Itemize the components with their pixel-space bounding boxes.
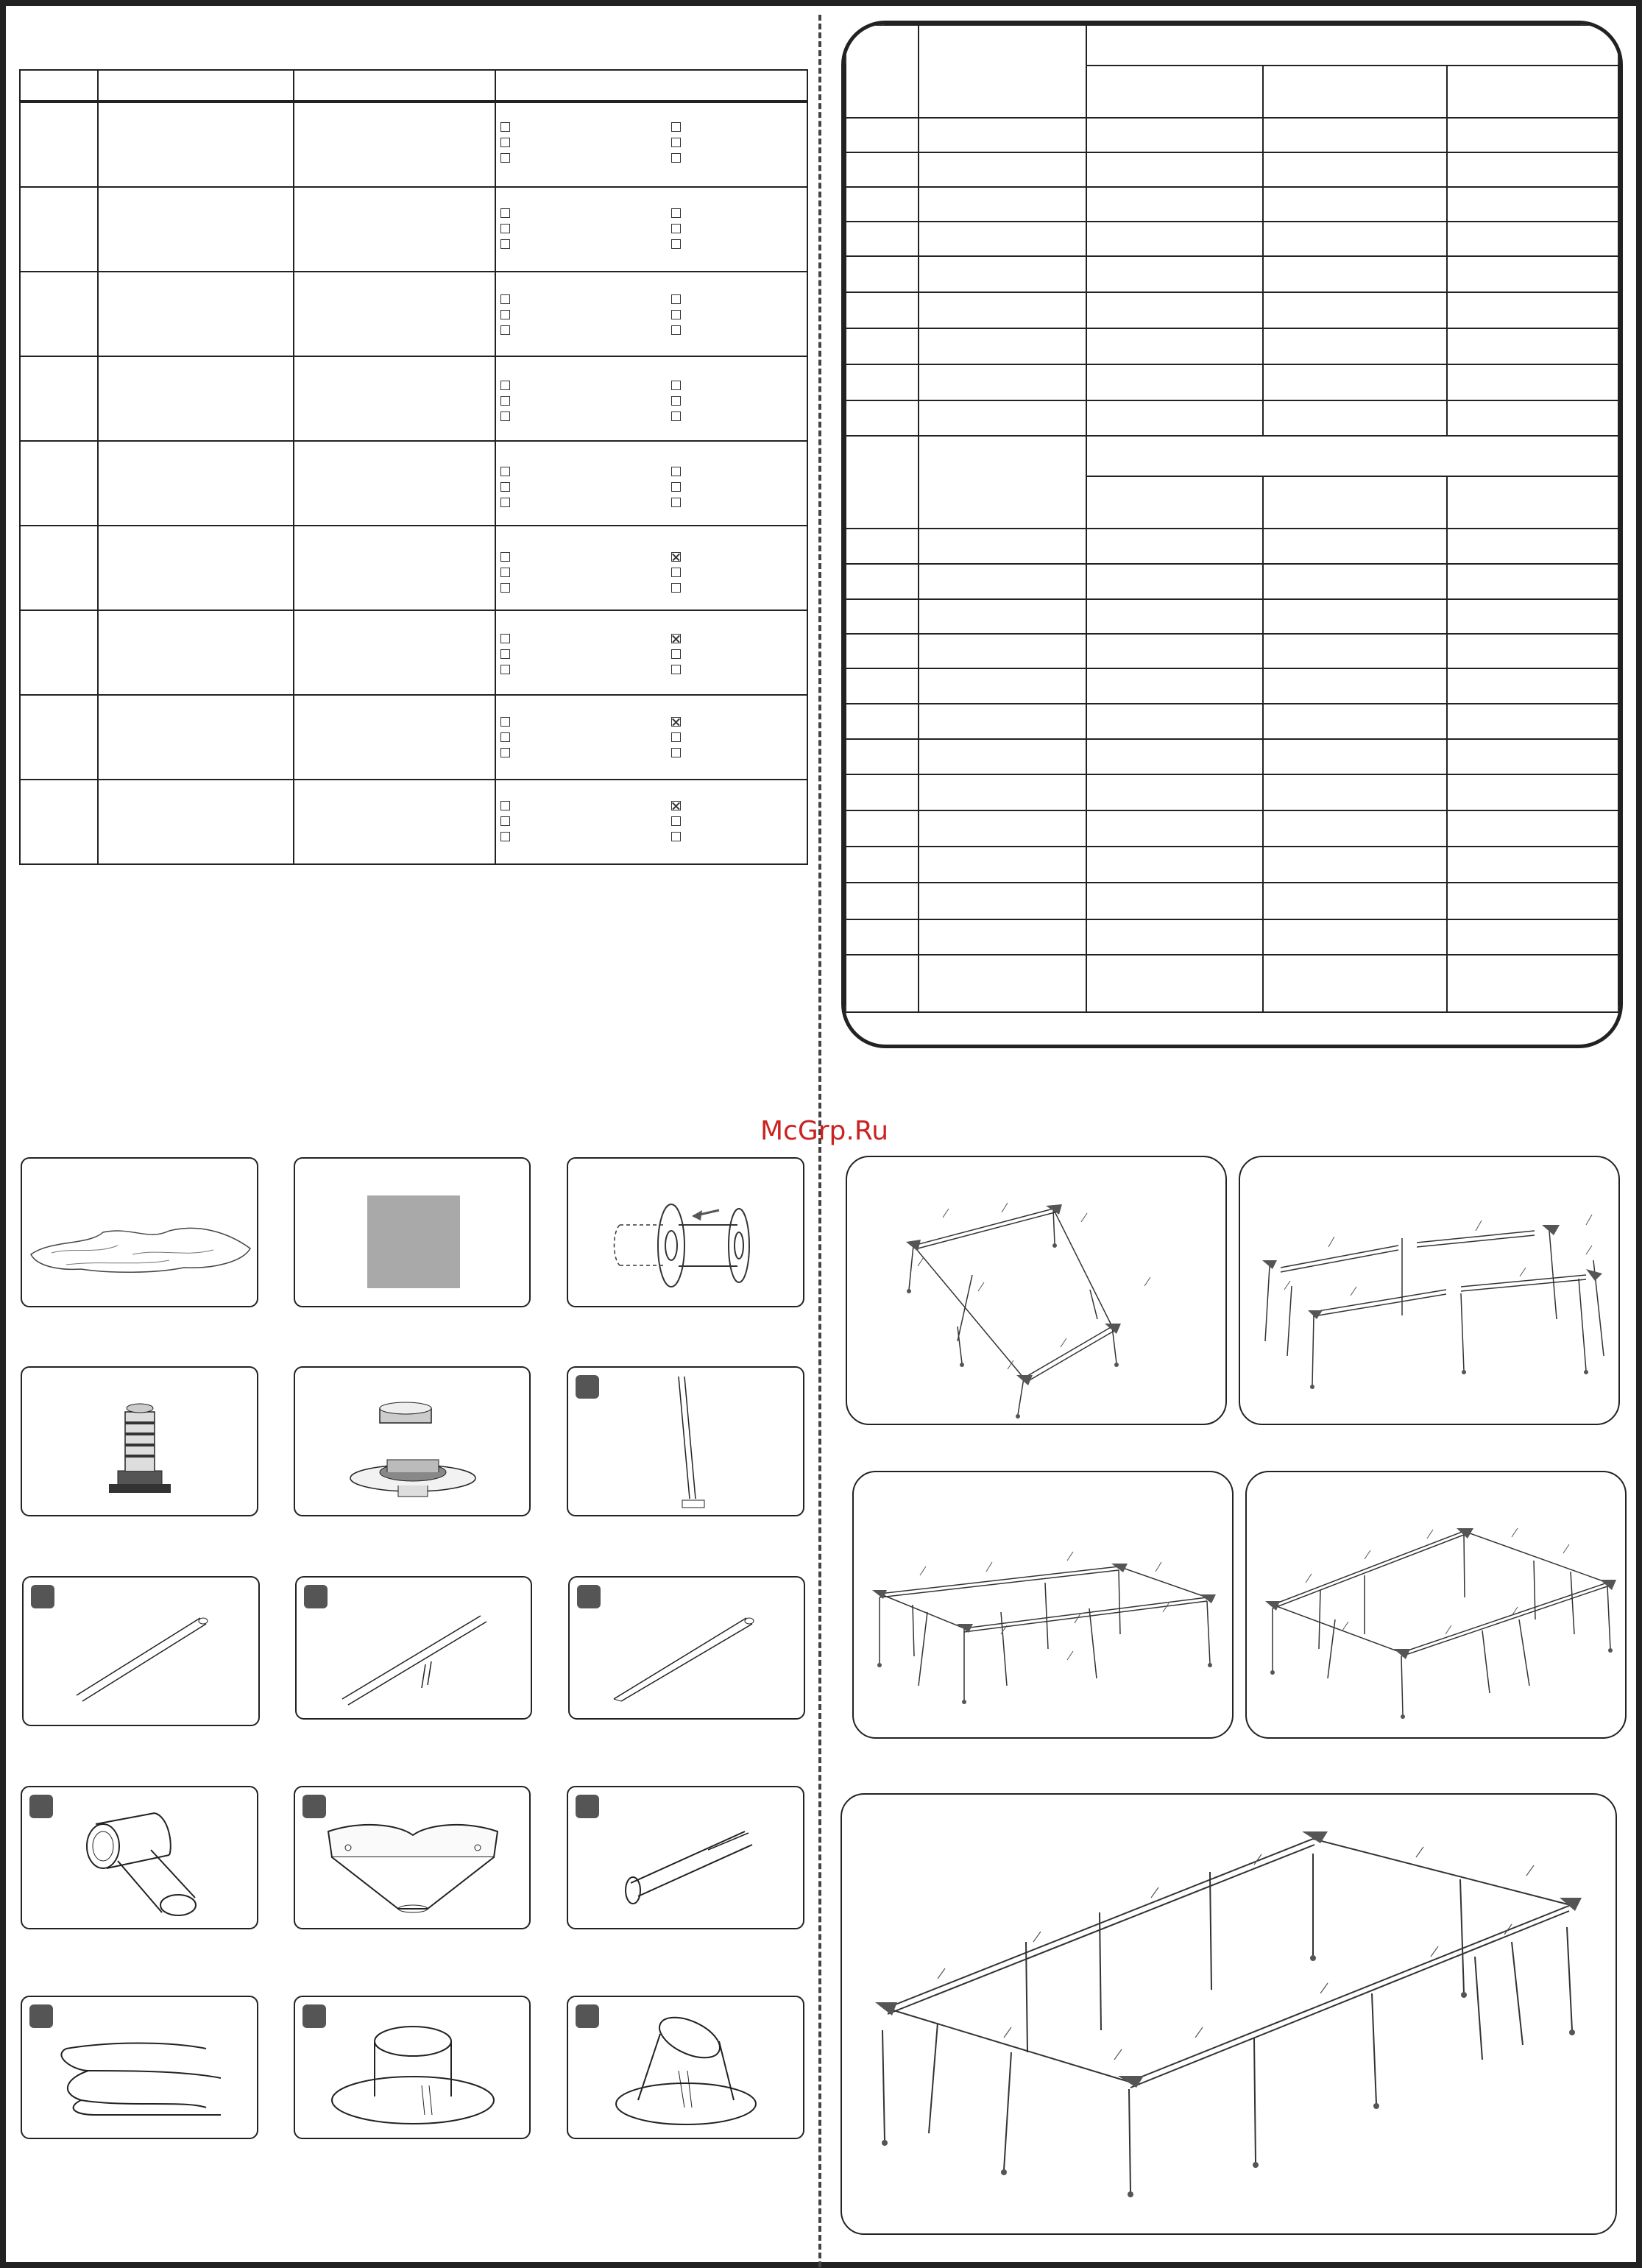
part-badge — [29, 2004, 53, 2028]
checkbox-group-right — [671, 205, 681, 252]
checkbox[interactable] — [500, 665, 510, 674]
end-beam-icon — [570, 1578, 805, 1717]
checkbox-checked[interactable] — [671, 552, 681, 562]
checkbox[interactable] — [500, 381, 510, 390]
checkbox[interactable] — [671, 748, 681, 757]
checkbox[interactable] — [500, 634, 510, 643]
checkbox[interactable] — [500, 717, 510, 727]
part-tile — [294, 1786, 531, 1929]
table-row — [20, 187, 807, 272]
checkbox[interactable] — [500, 482, 510, 492]
part-tile — [22, 1576, 260, 1726]
checkbox[interactable] — [671, 381, 681, 390]
part-tile — [295, 1576, 532, 1720]
checkbox[interactable] — [671, 153, 681, 163]
frame-legs-diagram — [1240, 1157, 1618, 1424]
checkbox[interactable] — [671, 498, 681, 507]
checkbox-group-left — [500, 464, 510, 510]
part-tile — [294, 1157, 531, 1307]
assembly-step-3 — [852, 1471, 1234, 1739]
inlet-fitting-icon — [295, 1368, 531, 1515]
assembly-step-5 — [841, 1793, 1617, 2235]
checkbox[interactable] — [671, 816, 681, 826]
checkbox[interactable] — [500, 122, 510, 132]
repair-patch-icon — [295, 1159, 531, 1306]
checkbox-group-left — [500, 119, 510, 166]
checkbox[interactable] — [671, 482, 681, 492]
checkbox[interactable] — [500, 396, 510, 406]
part-badge — [29, 1795, 53, 1818]
frame-complete-diagram — [842, 1795, 1616, 2233]
size-table — [841, 21, 1623, 1048]
checkbox[interactable] — [671, 411, 681, 421]
checkbox[interactable] — [500, 832, 510, 841]
checkbox-group-left — [500, 631, 510, 677]
checkbox-group-right — [671, 549, 681, 596]
frame-small-diagram — [847, 1157, 1225, 1424]
part-tile — [21, 1157, 258, 1307]
checkbox-checked[interactable] — [671, 801, 681, 810]
part-badge — [576, 2004, 599, 2028]
table-header-row — [20, 70, 807, 102]
part-badge — [302, 1795, 326, 1818]
angled-leg-cap-icon — [568, 1997, 804, 2137]
table-row — [20, 356, 807, 441]
table-row — [20, 102, 807, 187]
table-row — [20, 695, 807, 780]
checkbox[interactable] — [671, 239, 681, 249]
checkbox-group-left — [500, 798, 510, 844]
part-tile — [568, 1576, 805, 1720]
table-row — [20, 610, 807, 695]
checkbox[interactable] — [671, 208, 681, 218]
part-tile — [21, 1786, 258, 1929]
checkbox[interactable] — [671, 294, 681, 304]
checkbox[interactable] — [500, 224, 510, 233]
part-tile — [294, 1996, 531, 2139]
frame-large-diagram — [854, 1472, 1232, 1737]
part-badge — [576, 1375, 599, 1399]
part-badge — [304, 1585, 328, 1608]
checkbox[interactable] — [671, 224, 681, 233]
part-badge — [577, 1585, 601, 1608]
checkbox[interactable] — [500, 467, 510, 476]
parts-reference-table — [19, 69, 808, 865]
checkbox[interactable] — [500, 748, 510, 757]
vertical-leg-icon — [568, 1368, 804, 1515]
part-badge — [31, 1585, 54, 1608]
checkbox[interactable] — [671, 568, 681, 577]
part-tile — [21, 1366, 258, 1516]
checkbox[interactable] — [500, 498, 510, 507]
table-row — [20, 526, 807, 610]
checkbox-group-left — [500, 714, 510, 760]
checkbox[interactable] — [500, 816, 510, 826]
joint-pin-icon — [568, 1787, 804, 1927]
checkbox[interactable] — [671, 396, 681, 406]
checkbox[interactable] — [671, 138, 681, 147]
checkbox-group-right — [671, 798, 681, 844]
checkbox-group-right — [671, 378, 681, 424]
checkbox[interactable] — [500, 552, 510, 562]
part-tile — [567, 1366, 804, 1516]
checkbox-checked[interactable] — [671, 634, 681, 643]
checkbox-group-left — [500, 549, 510, 596]
checkbox[interactable] — [671, 122, 681, 132]
part-tile — [567, 1786, 804, 1929]
assembly-step-4 — [1245, 1471, 1627, 1739]
frame-assembled-diagram — [1247, 1472, 1625, 1737]
watermark: McGrp.Ru — [760, 1116, 889, 1146]
drain-valve-icon — [22, 1368, 258, 1515]
checkbox[interactable] — [500, 568, 510, 577]
checkbox[interactable] — [500, 208, 510, 218]
checkbox[interactable] — [671, 325, 681, 335]
checkbox[interactable] — [671, 832, 681, 841]
table-row — [20, 441, 807, 526]
strainer-connector-icon — [568, 1159, 804, 1306]
checkbox-group-left — [500, 292, 510, 338]
checkbox[interactable] — [500, 325, 510, 335]
checkbox[interactable] — [671, 665, 681, 674]
part-badge — [302, 2004, 326, 2028]
checkbox[interactable] — [500, 411, 510, 421]
checkbox[interactable] — [500, 732, 510, 742]
part-tile — [294, 1366, 531, 1516]
checkbox[interactable] — [500, 583, 510, 593]
table-row — [20, 272, 807, 356]
t-beam-icon — [297, 1578, 532, 1717]
assembly-step-2 — [1239, 1156, 1620, 1425]
checkbox[interactable] — [671, 649, 681, 659]
size-table-top — [845, 24, 1619, 1013]
pool-liner-icon — [22, 1159, 258, 1306]
part-tile — [567, 1996, 804, 2139]
part-tile — [21, 1996, 258, 2139]
part-tile — [567, 1157, 804, 1307]
checkbox-group-left — [500, 378, 510, 424]
checkbox[interactable] — [500, 153, 510, 163]
checkbox-group-right — [671, 119, 681, 166]
checkbox[interactable] — [500, 138, 510, 147]
checkbox[interactable] — [500, 649, 510, 659]
t-joint-icon — [22, 1787, 258, 1927]
checkbox-group-right — [671, 631, 681, 677]
checkbox[interactable] — [500, 801, 510, 810]
checkbox[interactable] — [500, 310, 510, 319]
checkbox[interactable] — [671, 583, 681, 593]
checkbox[interactable] — [671, 732, 681, 742]
checkbox-group-left — [500, 205, 510, 252]
leg-cap-icon — [295, 1997, 531, 2137]
part-badge — [576, 1795, 599, 1818]
corner-joint-icon — [295, 1787, 531, 1927]
checkbox-group-right — [671, 714, 681, 760]
checkbox-group-right — [671, 464, 681, 510]
checkbox[interactable] — [500, 294, 510, 304]
leg-strap-icon — [22, 1997, 258, 2137]
checkbox[interactable] — [671, 467, 681, 476]
checkbox-group-right — [671, 292, 681, 338]
table-row — [20, 780, 807, 864]
checkbox-checked[interactable] — [671, 717, 681, 727]
horizontal-beam-icon — [24, 1578, 259, 1725]
assembly-step-1 — [846, 1156, 1227, 1425]
checkbox[interactable] — [671, 310, 681, 319]
checkbox[interactable] — [500, 239, 510, 249]
